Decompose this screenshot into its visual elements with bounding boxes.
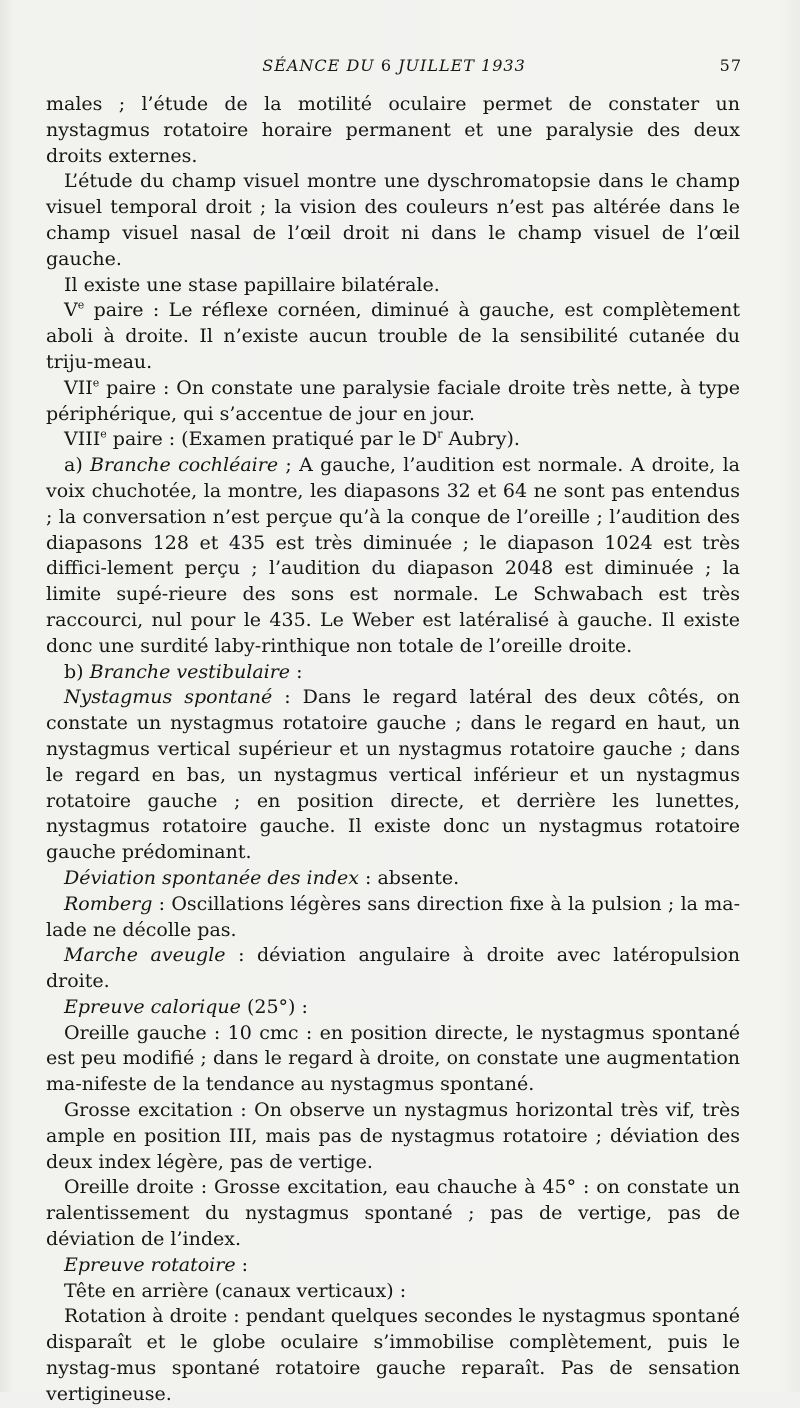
paragraph-text: paire : On constate une paralysie faciale droite très nette, à type périphérique, qui s’accentue de jour en jour.: [46, 376, 740, 425]
italic-heading: Marche aveugle: [64, 944, 226, 967]
italic-heading: Romberg: [64, 892, 153, 915]
paragraph: Grosse excitation : On observe un nystagmus horizontal très vif, très ample en position III, mais pas de nystagmus rotatoire ; déviation des deux index légère, pas de vertige.: [46, 1099, 740, 1173]
paragraph: [46, 1253, 740, 1279]
paragraph: Tête en arrière (canaux verticaux) :: [64, 1279, 407, 1302]
paragraph: [46, 866, 740, 892]
paragraph: Rotation à droite : pendant quelques secondes le nystagmus spontané disparaît et le globe oculaire s’immobilise complètement, puis le nystag-mus spontané rotatoire gauche reparaît. Pas de sensation vertigineuse.: [46, 1305, 740, 1405]
paragraph-text: : absente.: [359, 866, 460, 889]
list-marker: a): [64, 454, 91, 477]
paragraph-text: : Dans le regard latéral des deux côtés, on constate un nystagmus rotatoire gauche ; dans le regard en haut, un nystagmus vertical supérieur et un nystagmus rotatoire gauche ; dans le regard en bas, un nystagmus vertical inférieur et un nystagmus rotatoire gauche ; en position directe, et derrière les lunettes, nystagmus rotatoire gauche. Il existe donc un nystagmus rotatoire gauche prédominant.: [46, 686, 741, 864]
paragraph: Oreille droite : Grosse excitation, eau chauche à 45° : on constate un ralentissement du nystagmus spontané ; pas de vertige, pas de déviation de l’index.: [46, 1176, 740, 1251]
superscript: e: [100, 428, 107, 442]
nerve-label: V: [64, 299, 78, 322]
paragraph: [46, 943, 740, 995]
paragraph: [46, 376, 740, 428]
paragraph: [46, 427, 740, 453]
list-marker: b): [64, 660, 90, 683]
italic-heading: Branche cochléaire: [90, 454, 279, 477]
header-title-suffix: JUILLET 1933: [392, 56, 526, 75]
paragraph: Il existe une stase papillaire bilatérale.: [64, 273, 440, 296]
body-text: [46, 92, 740, 1408]
italic-heading: Epreuve rotatoire: [64, 1253, 236, 1276]
nerve-label: VII: [64, 376, 93, 399]
page-number: 57: [719, 56, 742, 75]
paragraph-text: : Oscillations légères sans direction fixe à la pulsion ; la ma-lade ne décolle pas.: [46, 892, 740, 941]
italic-heading: Branche vestibulaire: [89, 660, 291, 683]
superscript: e: [77, 299, 85, 313]
nerve-label: VIII: [64, 428, 101, 451]
italic-heading: Epreuve calorique: [64, 995, 241, 1018]
paragraph: Oreille gauche : 10 cmc : en position directe, le nystagmus spontané est peu modifié ; dans le regard à droite, on constate une augmentation ma-nifeste de la tendance au nystagmus spontané.: [46, 1021, 740, 1096]
paragraph-text: : déviation angulaire à droite avec latéropulsion droite.: [46, 944, 740, 993]
header-title: [46, 56, 742, 75]
paragraph-text: paire : (Examen pratiqué par le D: [106, 428, 438, 451]
paragraph: males ; l’étude de la motilité oculaire permet de constater un nystagmus rotatoire horaire permanent et une paralysie des deux droits externes.: [46, 93, 740, 167]
superscript: e: [92, 376, 100, 390]
paragraph-text: :: [290, 660, 303, 683]
paragraph: [46, 892, 740, 944]
paragraph: [46, 995, 740, 1021]
paragraph-text: (25°) :: [240, 995, 308, 1018]
paragraph: [46, 298, 740, 375]
paragraph: [46, 660, 740, 686]
superscript: r: [437, 428, 443, 442]
italic-heading: Nystagmus spontané: [64, 686, 273, 709]
paragraph: L’étude du champ visuel montre une dyschromatopsie dans le champ visuel temporal droit ; la vision des couleurs n’est pas altérée dans le champ visuel nasal de l’œil droit ni dans le champ visuel de l’œil gauche.: [46, 170, 740, 270]
paragraph-text: :: [235, 1253, 249, 1276]
paragraph-text: Aubry).: [442, 428, 520, 451]
paragraph-text: paire : Le réflexe cornéen, diminué à gauche, est complètement aboli à droite. Il n’existe aucun trouble de la sensibilité cutanée du triju-meau.: [46, 299, 740, 373]
header-title-prefix: SÉANCE DU: [262, 56, 381, 75]
italic-heading: Déviation spontanée des index: [64, 866, 359, 889]
paragraph: [46, 685, 740, 866]
running-header: [46, 56, 742, 82]
paragraph: [46, 453, 740, 659]
header-title-number: 6: [380, 56, 393, 75]
paragraph-text: ; A gauche, l’audition est normale. A droite, la voix chuchotée, la montre, les diapasons 32 et 64 ne sont pas entendus ; la conversation n’est perçue qu’à la conque de l’oreille ; l’audition des diapasons 128 et 435 est très diminuée ; le diapason 1024 est très diffici-lement perçu ; l’audition du diapason 2048 est diminuée ; la limite supé-rieure des sons est normale. Le Schwabach est très raccourci, nul pour le 435. Le Weber est latéralisé à gauche. Il existe donc une surdité laby-rinthique non totale de l’oreille droite.: [46, 454, 741, 657]
